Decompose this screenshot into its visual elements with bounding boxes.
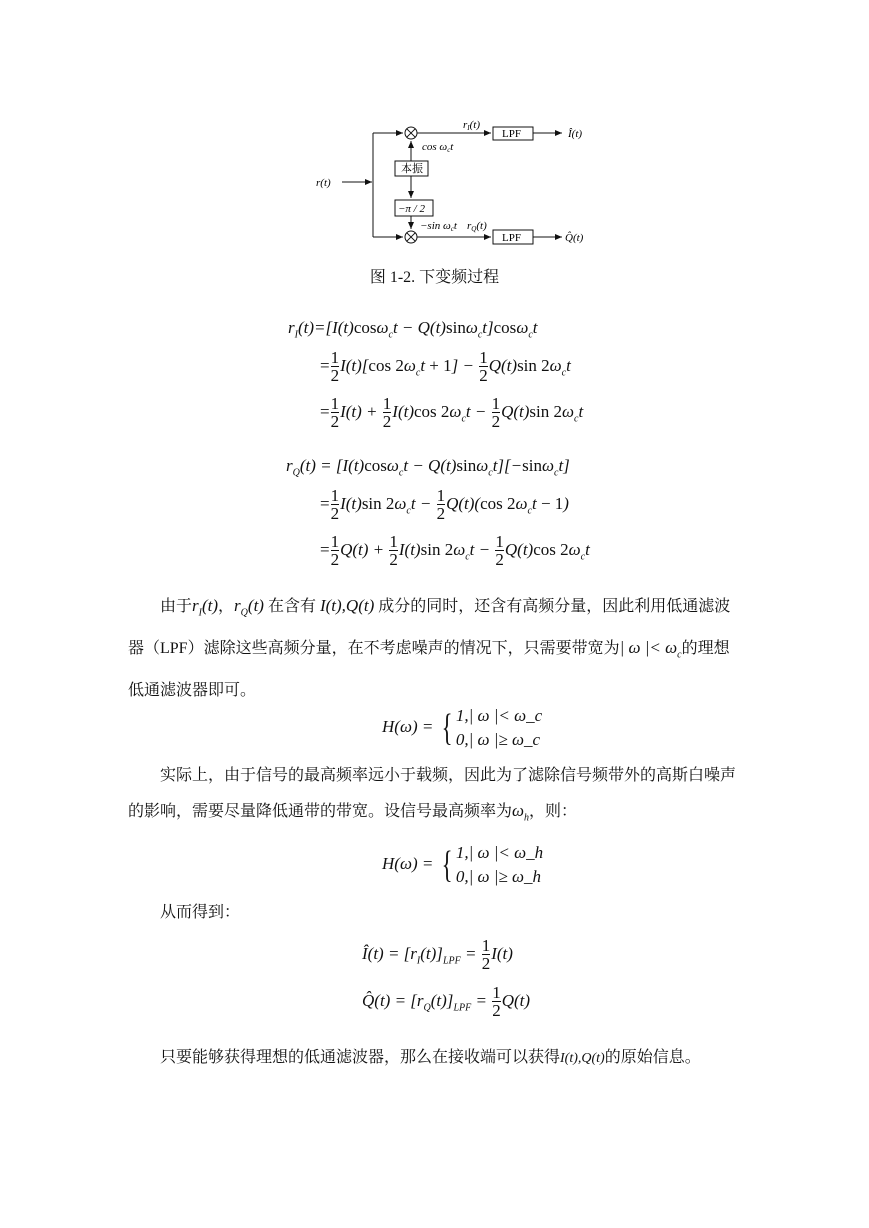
sin-label: −sin ωct — [420, 220, 457, 233]
ri-label: rI(t) — [463, 119, 481, 132]
downconversion-diagram — [300, 110, 600, 250]
eq-ri-line1: $r_I(t)=[I(t)\cos\omega_ct - Q(t)\sin\omega_ct]\cos\omega_ct$ — [288, 318, 538, 341]
paragraph-1: 由于$r_I(t)$，$r_Q(t)$ 在含有 I(t),Q(t) 成分的同时，还含有高频分量，因此利用低通滤波器（LPF）滤除这些高频分量，在不考虑噪声的情况下，只需要带宽为| ω |< $\omega_c$的理想低通滤波器即可。 — [128, 596, 731, 699]
cos-label: cos ωct — [422, 141, 454, 154]
input-label: r(t) — [316, 177, 331, 189]
oscillator-label: 本振 — [401, 163, 423, 175]
paragraph-4: 只要能够获得理想的低通滤波器，那么在接收端可以获得I(t),Q(t)的原始信息。 — [160, 1049, 701, 1066]
paragraph-2: 实际上，由于信号的最高频率远小于载频，因此为了滤除信号频带外的高斯白噪声的影响，需要尽量降低通带的带宽。设信号最高频率为$\omega_h$，则： — [128, 767, 737, 824]
rq-label: rQ(t) — [467, 220, 487, 233]
eq-ihat: Î(t) = $[r_I(t)]_{LPF}$ = $\frac{1}{2}$ I(t) — [362, 936, 513, 973]
eq-h-omega-h: H(ω) = { 1,| ω |< ω_h 0,| ω |≥ ω_h — [382, 843, 544, 886]
output-q-label: Q̂(t) — [565, 232, 584, 244]
eq-rq-line3: = $\frac{1}{2}$ Q(t) + $\frac{1}{2}$ I(t)sin $2\omega_ct$ − $\frac{1}{2}$ Q(t)cos $2\omega_ct$ — [320, 532, 590, 569]
lpf-top-label: LPF — [502, 128, 521, 140]
lpf-bottom-label: LPF — [502, 232, 521, 244]
eq-rq-line2: = $\frac{1}{2}$ I(t)sin $2\omega_ct$ − $\frac{1}{2}$ Q(t)(cos $2\omega_ct - 1$) — [320, 486, 569, 523]
paragraph-3: 从而得到： — [160, 904, 241, 921]
eq-qhat: Q̂(t) = $[r_Q(t)]_{LPF}$ = $\frac{1}{2}$ Q(t) — [362, 983, 531, 1020]
eq-ri-line2: = $\frac{1}{2}$ I(t)[cos $2\omega_ct + 1$] − $\frac{1}{2}$ Q(t)sin $2\omega_ct$ — [320, 348, 571, 385]
output-i-label: Î(t) — [568, 128, 583, 140]
eq-h-omega-c: H(ω) = { 1,| ω |< ω_c 0,| ω |≥ ω_c — [382, 706, 543, 749]
eq-rq-line1: $r_Q(t) = [I(t)\cos\omega_ct - Q(t)\sin\omega_ct][-\sin\omega_ct]$ — [286, 456, 570, 479]
figure-caption: 图 1-2. 下变频过程 — [369, 269, 500, 286]
phase-shift-label: −π / 2 — [398, 203, 425, 215]
eq-ri-line3: = $\frac{1}{2}$ I(t) + $\frac{1}{2}$ I(t)cos $2\omega_ct$ − $\frac{1}{2}$ Q(t)sin $2\omega_ct$ — [320, 394, 584, 431]
